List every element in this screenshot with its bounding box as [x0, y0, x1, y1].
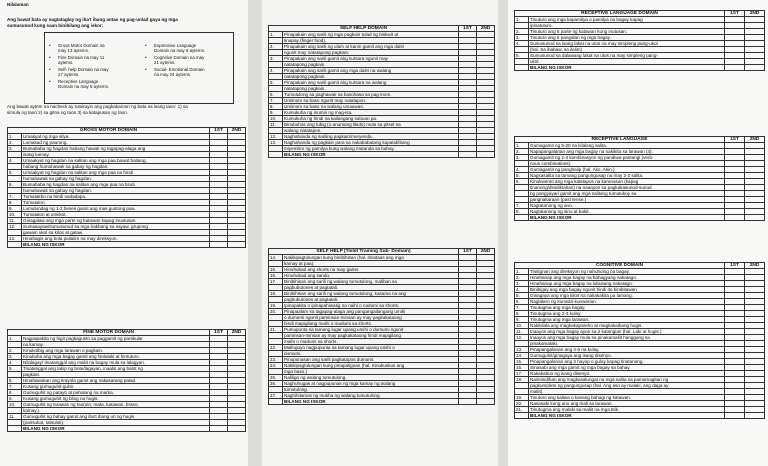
item-text: Umakyat ng mga silya. [22, 134, 210, 140]
item-text: maliit). [529, 389, 725, 395]
item-text: Gumuguhit ng bahay gamit ang iba't ibang uri ng hugis [22, 414, 210, 420]
col-first: 1ST [725, 263, 745, 269]
item-text: maihi o madumi sa shorts. [283, 339, 459, 345]
item-number: 6. [269, 92, 283, 98]
score-cell[interactable] [745, 215, 765, 221]
item-number: 2. [8, 348, 22, 354]
gross-motor-title: GROSS MOTOR DOMAIN [8, 128, 210, 134]
cognitive-domain-title: COGNITIVE DOMAIN [515, 263, 725, 269]
item-number: 3. [515, 155, 529, 161]
item-text: Sumasayaw/sumusunod sa mga hakbang sa sayaw, grupong [22, 224, 210, 230]
item-text: isang kamay. [22, 152, 210, 158]
item-number: 5. [515, 173, 529, 179]
item-number: 2. [269, 44, 283, 50]
score-cell[interactable] [477, 152, 495, 158]
score-cell[interactable] [228, 242, 246, 248]
score-cell[interactable] [725, 413, 745, 419]
item-number: 10. [8, 212, 22, 218]
item-text: Pinapakain ang sarili gamit ang mga daliri na walang [283, 68, 459, 74]
item-text: Tumatakbo na hindi nadadapa. [22, 194, 210, 200]
item-number: 11. [269, 122, 283, 128]
score-cell[interactable] [459, 399, 477, 405]
domain-fine: • Fine Domain na may 11 [49, 55, 105, 60]
col-first: 1ST [459, 249, 477, 255]
item-text: dumumi. [283, 351, 459, 357]
col-first: 1ST [725, 137, 745, 143]
item-text: (parisukat, tatsulok). [22, 420, 210, 426]
item-number: 14. [269, 255, 283, 261]
item-number: 22. [269, 345, 283, 351]
item-text: Nasasabi kung ano ang mali sa larawan. [529, 401, 725, 407]
item-text: Sumusunod sa isang lakat na utos na may simpleng pang-ukol [529, 41, 725, 47]
item-number: 4. [8, 158, 22, 164]
domain-receptive: • Receptive Language [49, 79, 99, 84]
item-text: Tumutulong sa paghawak sa baso/tasa sa pag-inom. [283, 92, 459, 98]
gross-motor-score-label: BILANG NG ISKOR [22, 242, 210, 248]
item-number: 7. [8, 384, 22, 390]
item-text: Hinuhubad ang shorts na may garter. [283, 267, 459, 273]
domain-social-emotional: • Social- Emotional Domain [145, 67, 205, 72]
item-number: 8. [269, 104, 283, 110]
item-text: Inaayos ang mga bagay ayon sa 2 katangian (hal. Laki at hugis.) [529, 329, 725, 335]
item-number: 2. [8, 140, 22, 146]
item-text: ng pangyayari gamit ang mga salitang tumutukoy sa [529, 191, 725, 197]
item-number: 1. [269, 32, 283, 38]
score-cell[interactable] [745, 65, 765, 71]
item-text: Hinahanap ang mga bagay na lubusang nakatago. [529, 281, 725, 287]
item-text: Gumagamit ng panghalip (hal. Ako, Akin.) [529, 167, 725, 173]
item-text: Pinapangalanan ang 4-6 na kulay. [529, 347, 725, 353]
item-text: tinapay (finger food). [283, 38, 459, 44]
col-first: 1ST [725, 11, 745, 17]
item-number: 13. [269, 140, 283, 146]
item-text: tinanong/dinidiktahan) na naaayon sa pagkakasunod-sunod [529, 185, 725, 191]
item-text: pagkumpleto ng pangungusap (hal. Ang aso ay malaki, ang daga ay [529, 383, 725, 389]
domain-self-help: • Self- help Domain na may [49, 67, 109, 72]
item-number: 9. [8, 206, 22, 212]
item-number: 5. [8, 366, 22, 372]
receptive-language-title: RECEPTIVE LANGUAGE [515, 137, 725, 143]
item-number: 11. [8, 414, 22, 420]
item-text: Lumakad ng paurong. [22, 140, 210, 146]
domain-expressive: • Expressive Language [145, 43, 197, 48]
item-number: 25. [269, 375, 283, 381]
score-cell[interactable] [210, 242, 228, 248]
item-text: pangnakaraan (past tense.) [529, 197, 725, 203]
item-number: 19. [515, 395, 529, 401]
col-second: 2ND [477, 249, 495, 255]
item-text: Umaakyat ng hagdan na salitan ang mga paa bawat baitang, [22, 158, 210, 164]
item-text: Pinapakain ang sarili gamit ang kutsara na walang [283, 80, 459, 86]
item-text: Naghahanda ng sariling pagkain/meryenda. [283, 134, 459, 140]
item-text: pagkain. [22, 372, 210, 378]
item-number: 1. [515, 269, 529, 275]
item-text: Tinutugma ang malaki sa maliit na mga titik. [529, 407, 725, 413]
note-line-2: simula ng taon 2) sa gitna ng taon 3) sa katapusan ng taon. [7, 110, 129, 115]
item-text: Kusang gumuguhit-guhit. [22, 384, 210, 390]
receptive-language-domain-table [514, 10, 765, 71]
col-second: 2ND [745, 11, 765, 17]
item-text: walang natatapon. [283, 128, 459, 134]
score-cell[interactable] [725, 65, 745, 71]
item-number: 6. [8, 182, 22, 188]
cognitive-score-label: BILANG NG ISKOR [529, 413, 725, 419]
item-text: Hinahawakan ang krayola gamit ang nakasarang palad. [22, 378, 210, 384]
item-text: Hinahanap ang mga bagay na bahagyang nakatago. [529, 275, 725, 281]
item-text: Naliligo ng walang tumutulong. [283, 375, 459, 381]
page-right [508, 0, 768, 466]
item-number: 26. [269, 381, 283, 387]
item-text: Tinuturo ang mga kapamilya o pamilya na bagay kapag [529, 17, 725, 23]
fine-motor-score-label: BILANG NG ISKOR [22, 426, 210, 432]
item-number: 12. [269, 134, 283, 140]
item-text: Tinuturo ang 5 pangalan ng mga bagay. [529, 35, 725, 41]
item-number: 1. [8, 134, 22, 140]
item-text: Gumuguhit ng patayo at pahalang na marka. [22, 390, 210, 396]
fine-motor-table [7, 329, 246, 432]
item-text: Umiinom sa baso na walang umaawas. [283, 104, 459, 110]
item-text: Pinapakain ang sarili ng ulam at kanin gamit ang mga daliri [283, 44, 459, 50]
toilet-training-table [268, 248, 495, 405]
score-cell[interactable] [459, 152, 477, 158]
item-text: paminsan-minsan ay may pagkakataong hindi mapigilang [283, 333, 459, 339]
item-number: 3. [515, 35, 529, 41]
item-number: 5. [515, 53, 529, 59]
item-text: ukol. [529, 59, 725, 65]
item-number: 3. [269, 56, 283, 62]
item-text: Umaakyat ng hagdan na salitan ang mga paa na hindi [22, 170, 210, 176]
item-text: Naghihilamos ng mukha ng walang tumutulong. [283, 393, 459, 399]
item-text: Kusang gumuguhit ng bilog na hugis. [22, 396, 210, 402]
item-text: Naiintindihan ang magkasalungat na mga salita sa pamamagitan ng [529, 377, 725, 383]
item-text: kamay,). [22, 408, 210, 414]
self-help-score-label: BILANG NG ISKOR [283, 152, 459, 158]
item-number: 8. [515, 311, 529, 317]
item-text: Ginagalaw ang mga parte ng katawan kapag inuutusan. [22, 218, 210, 224]
item-number: 12. [515, 335, 529, 341]
item-text: Nakikilala ang magkakapareho at magkakaibang hugis. [529, 323, 725, 329]
item-text: Ipinapakita o ipinapahiwatig na naihi o nadumi sa shorts. [283, 303, 459, 309]
item-text: kamay at paa). [283, 261, 459, 267]
item-number: 21. [515, 407, 529, 413]
item-text: pagbubutones at pagtatali. [283, 297, 459, 303]
col-second: 2ND [228, 128, 246, 134]
receptive-domain-score-label: BILANG NG ISKOR [529, 65, 725, 71]
item-text: Gumagamit ng 2-3 kombinasyon ng pandiwa-pantangi (verb- [529, 155, 725, 161]
item-text: Ginagaya ang mga kilos na nakakakita pa lamang. [529, 293, 725, 299]
col-first: 1ST [210, 128, 228, 134]
item-text: Napapangalanan ang mga bagay na nakikita sa larawan (4). [529, 149, 725, 155]
item-text: Binibigay ang mga bagay ngunit hindi ito binibitawan. [529, 287, 725, 293]
item-text: Kinukolbig ang mga larawan o pagkain. [22, 348, 210, 354]
item-text: habang humahawak sa gabay ng hagdan. [22, 164, 210, 170]
item-text: Pinapaalam sa tagapag-alaga ang pangangailangang umihi [283, 309, 459, 315]
item-text: Nagpapakita ng higit pagkagusto sa paggamit ng partikular [22, 336, 210, 342]
item-text: tumutulong. [283, 387, 459, 393]
item-number: 11. [515, 329, 529, 335]
toilet-training-score-label: BILANG NG ISKOR [283, 399, 459, 405]
item-number: 7. [515, 203, 529, 209]
col-first: 1ST [459, 26, 477, 32]
item-number: 6. [515, 299, 529, 305]
score-cell[interactable] [745, 413, 765, 419]
item-text: Nagsasalita sa tamang pangungusap na may 2-3 salita. [529, 173, 725, 179]
item-text: Tinutugma ang 2-3 kulay. [529, 311, 725, 317]
item-number: 9. [8, 396, 22, 402]
domain-gross-motor: • Gross Motor Domain na [49, 43, 105, 48]
item-number: 9. [515, 317, 529, 323]
item-number: 5. [269, 80, 283, 86]
score-cell[interactable] [725, 215, 745, 221]
item-number: 17. [515, 371, 529, 377]
item-text: Lumulundag ng 1-3 beses gamit ang mas gustong paa. [22, 206, 210, 212]
item-number: 8. [8, 200, 22, 206]
col-second: 2ND [477, 26, 495, 32]
receptive-language-domain-title: RECEPTIVE LANGUAGE DOMAIN [515, 11, 725, 17]
item-number: 17. [269, 279, 283, 285]
note-line-1: Ang bawat aytem na nacheck ay tutukuyin ang pagkakaroon ng bata sa isang taon: 1) sa [7, 104, 188, 109]
score-cell[interactable] [477, 399, 495, 405]
item-number: 21. [269, 327, 283, 333]
item-text: Pumupunta sa tamang lugar upang umihi o dumumi ngunit [283, 327, 459, 333]
intro-line-1: Ang bawat bata ay nagtataglay ng iba't ibang antas ng pag-unlad gaya ng mga [7, 17, 178, 22]
item-text: na kamay. [22, 342, 210, 348]
item-number: 5. [515, 293, 529, 299]
item-number: 14. [515, 353, 529, 359]
item-number: 16. [269, 273, 283, 279]
item-text: Pinapakain ang sarili gamit ang kutsara ngunit may [283, 56, 459, 62]
item-number: 15. [269, 267, 283, 273]
item-number: 5. [8, 170, 22, 176]
item-text: Nagtatanong ng sino at bakit. [529, 209, 725, 215]
domain-cognitive-count: 21 aytems. [154, 60, 176, 65]
item-number: 6. [8, 378, 22, 384]
item-number: 12. [8, 224, 22, 230]
col-first: 1ST [210, 330, 228, 336]
item-text: noun combinations). [529, 161, 725, 167]
intro-line-2: sumusunod kung saan binibilang ang iskor; [7, 23, 104, 28]
item-text: Tinatanggal ang takip ng bote/lagayan, inaalis ang balot ng [22, 366, 210, 372]
item-number: 6. [515, 179, 529, 185]
item-text: Umiinom sa baso ngunit may natatapon. [283, 98, 459, 104]
item-text: Kumukuha ng inumin ng mag-isa. [283, 110, 459, 116]
item-text: Binibihisan ang sarili ng walang tumutulong, maliban sa [283, 279, 459, 285]
item-number: 4. [8, 360, 22, 366]
item-number: 20. [515, 401, 529, 407]
item-text: natatapong pagkain. [283, 86, 459, 92]
self-help-title: SELF HELP DOMAIN [269, 26, 459, 32]
gross-motor-table [7, 127, 246, 248]
item-text: Tinuturo ang kaliwa o kanang bahagi ng katawan. [529, 395, 725, 401]
item-text: Tumatalon at umiikot. [22, 212, 210, 218]
item-number: 3. [515, 281, 529, 287]
item-number: 19. [269, 303, 283, 309]
item-text: Nagtatanong ng ano. [529, 203, 725, 209]
item-text: ngunit may natatapong pagkain. [283, 50, 459, 56]
item-text: Gumagamit ng 5-20 na kilalang salita. [529, 143, 725, 149]
item-text: Nakikipagtulungan kung binibihisan (hal. itinataas ang mga [283, 255, 459, 261]
item-text: humahawak sa gabay ng hagdan. [22, 188, 210, 194]
item-text: Hinahagis ang bola pailalim na may direksyon. [22, 236, 210, 242]
item-text: hindi mapigilang maihi o madumi sa shorts. [283, 321, 459, 327]
item-number: 27. [269, 393, 283, 399]
score-cell[interactable] [228, 426, 246, 432]
item-number: 13. [515, 347, 529, 353]
item-number: 9. [269, 110, 283, 116]
item-number: 24. [269, 363, 283, 369]
item-number: 1. [8, 336, 22, 342]
item-number: 18. [269, 291, 283, 297]
item-text: Kinukuha ang mga bagay gamit ang hinlalaki at hintuturo. [22, 354, 210, 360]
toilet-training-title: SELF HELP (Toilet Training Sub- Domain) [269, 249, 459, 255]
col-second: 2ND [228, 330, 246, 336]
item-number: 23. [269, 357, 283, 363]
item-text: pinakamalaki. [529, 341, 725, 347]
item-text: Hinuhubad ang sando. [283, 273, 459, 279]
item-number: 10. [515, 323, 529, 329]
item-number: 10. [8, 402, 22, 408]
item-text: miyembro ng pamilya kung walang matanda sa bahay. [283, 146, 459, 152]
item-number: 18. [515, 377, 529, 383]
item-number: 8. [8, 390, 22, 396]
item-number: 16. [515, 365, 529, 371]
item-text: Tinuturo ang 5 parte ng katawan kung inutusan. [529, 29, 725, 35]
item-number: 13. [8, 236, 22, 242]
receptive-language-table [514, 136, 765, 221]
domain-gross-motor-count: may 13 aytems. [58, 48, 89, 53]
domain-cognitive: • Cognitive Domain na may [145, 55, 205, 60]
item-text: Sumusunod sa dalawang lakat na utos na may simpleng pang- [529, 53, 725, 59]
cognitive-domain-table [514, 262, 765, 419]
domain-fine-count: aytems. [58, 60, 74, 65]
item-number: 3. [8, 354, 22, 360]
item-number: 8. [515, 209, 529, 215]
item-text: Tinitignan ang direksyon ng nahuhulog na bagay. [529, 269, 725, 275]
item-text: Kumukuha ng hindi na kailangang subuan pa. [283, 116, 459, 122]
page-gap [248, 0, 262, 466]
item-number: 4. [515, 41, 529, 47]
item-text: ipinatuturo. [529, 23, 725, 29]
domain-expressive-count: Domain na may 8 aytems. [154, 48, 206, 53]
item-text: (hal. Sa ibabaw, sa ilalim) [529, 47, 725, 53]
item-number: 4. [515, 167, 529, 173]
item-text: natatapong pagkain. [283, 74, 459, 80]
item-text: Tumatalon. [22, 200, 210, 206]
col-second: 2ND [745, 263, 765, 269]
page-gap [498, 0, 508, 466]
item-text: Pinapakain ang sarili ng mga pagkain tulad ng biskwit at [283, 32, 459, 38]
item-text: Nilalagay/ tinatanggal ang maliit na bagay mula sa lalagyan. [22, 360, 210, 366]
item-number: 7. [269, 98, 283, 104]
item-text: Naglalaro ng kunwari-kunwarian. [529, 299, 725, 305]
item-text: Bumababa ng hagdan na salitan ang mga paa na hindi [22, 182, 210, 188]
item-text: Bumababa ng hagdan habang hawak ng tagapag-alaga ang [22, 146, 210, 152]
item-number: 1. [515, 17, 529, 23]
item-text: natatapong pagkain. [283, 62, 459, 68]
item-text: Kinukwento ang mga kalatapos na karanasan (kapag [529, 179, 725, 185]
item-text: Tinutugma ang mga bagay. [529, 305, 725, 311]
item-text: Naghahanda ng pagkain para sa nakababatang kapatid/ibang [283, 140, 459, 146]
item-text: humahawak sa gabay ng hagdan. [22, 176, 210, 182]
self-help-table [268, 25, 495, 158]
item-number: 3. [8, 146, 22, 152]
item-number: 10. [269, 116, 283, 122]
item-number: 4. [269, 68, 283, 74]
item-text: Pinupunasan ang sarili pagkatapos dumumi. [283, 357, 459, 363]
item-text: Naghuhugas at nagpupunas ng mga kamay ng walang [283, 381, 459, 387]
item-number: 7. [515, 305, 529, 311]
item-number: 4. [515, 287, 529, 293]
item-text: Tinutugma ang mga larawan. [529, 317, 725, 323]
receptive-language-score-label: BILANG NG ISKOR [529, 215, 725, 221]
item-text: pagbubutones at pagtatali. [283, 285, 459, 291]
item-text: Binubuhos ang tubig (o anumang likido) mula sa pitsel na [283, 122, 459, 128]
item-text: Gumuguhit ng larawan ng tao(ulo, mata, katawan, braso, [22, 402, 210, 408]
domain-self-help-count: 27 aytems. [58, 72, 80, 77]
item-text: Pinapangalanan ang 3 hayop o gulay kapag tinatanong. [529, 359, 725, 365]
item-number: 2. [515, 29, 529, 35]
item-number: 1. [515, 143, 529, 149]
item-number: 2. [515, 275, 529, 281]
item-text: gawain ukol sa kilos at galaw. [22, 230, 210, 236]
item-number: 7. [8, 194, 22, 200]
page-middle [262, 0, 498, 466]
fine-motor-title: FINE MOTOR DOMAIN [8, 330, 210, 336]
page-heading: Nilalaman [7, 2, 29, 7]
col-second: 2ND [745, 137, 765, 143]
item-text: Nakakabuo ng isang disenyo. [529, 371, 725, 377]
item-text: Malinguyo nagpupunta sa tamang lugar upang umihi o [283, 345, 459, 351]
domain-social-emotional-count: na may 24 aytems. [154, 72, 192, 77]
item-number: 15. [515, 359, 529, 365]
item-number: 20. [269, 309, 283, 315]
score-cell[interactable] [210, 426, 228, 432]
item-text: Gumuguhit/ginagaya ang isang disenyo. [529, 353, 725, 359]
item-text: Sinasabi ang mga gamit ng mga bagay sa bahay. [529, 365, 725, 371]
item-number: 11. [8, 218, 22, 224]
item-text: Binibihisan ang sarili ng walang tumutulong, kasama na ang [283, 291, 459, 297]
page-left [0, 0, 248, 466]
item-text: Inaayos ang mga bagay mula sa pinakamaliit hanggang sa [529, 335, 725, 341]
item-text: o dumumi ngunit paminsan-minsan ay may pagkakataong [283, 315, 459, 321]
item-text: mga baso.) [283, 369, 459, 375]
domain-receptive-count: Domain na may 5 aytems. [58, 84, 110, 89]
item-number: 2. [515, 149, 529, 155]
domain-summary-box [44, 32, 234, 104]
item-text: Nakikipagtulungan kung pinapaliguan (hal. Kinukuskus ang [283, 363, 459, 369]
